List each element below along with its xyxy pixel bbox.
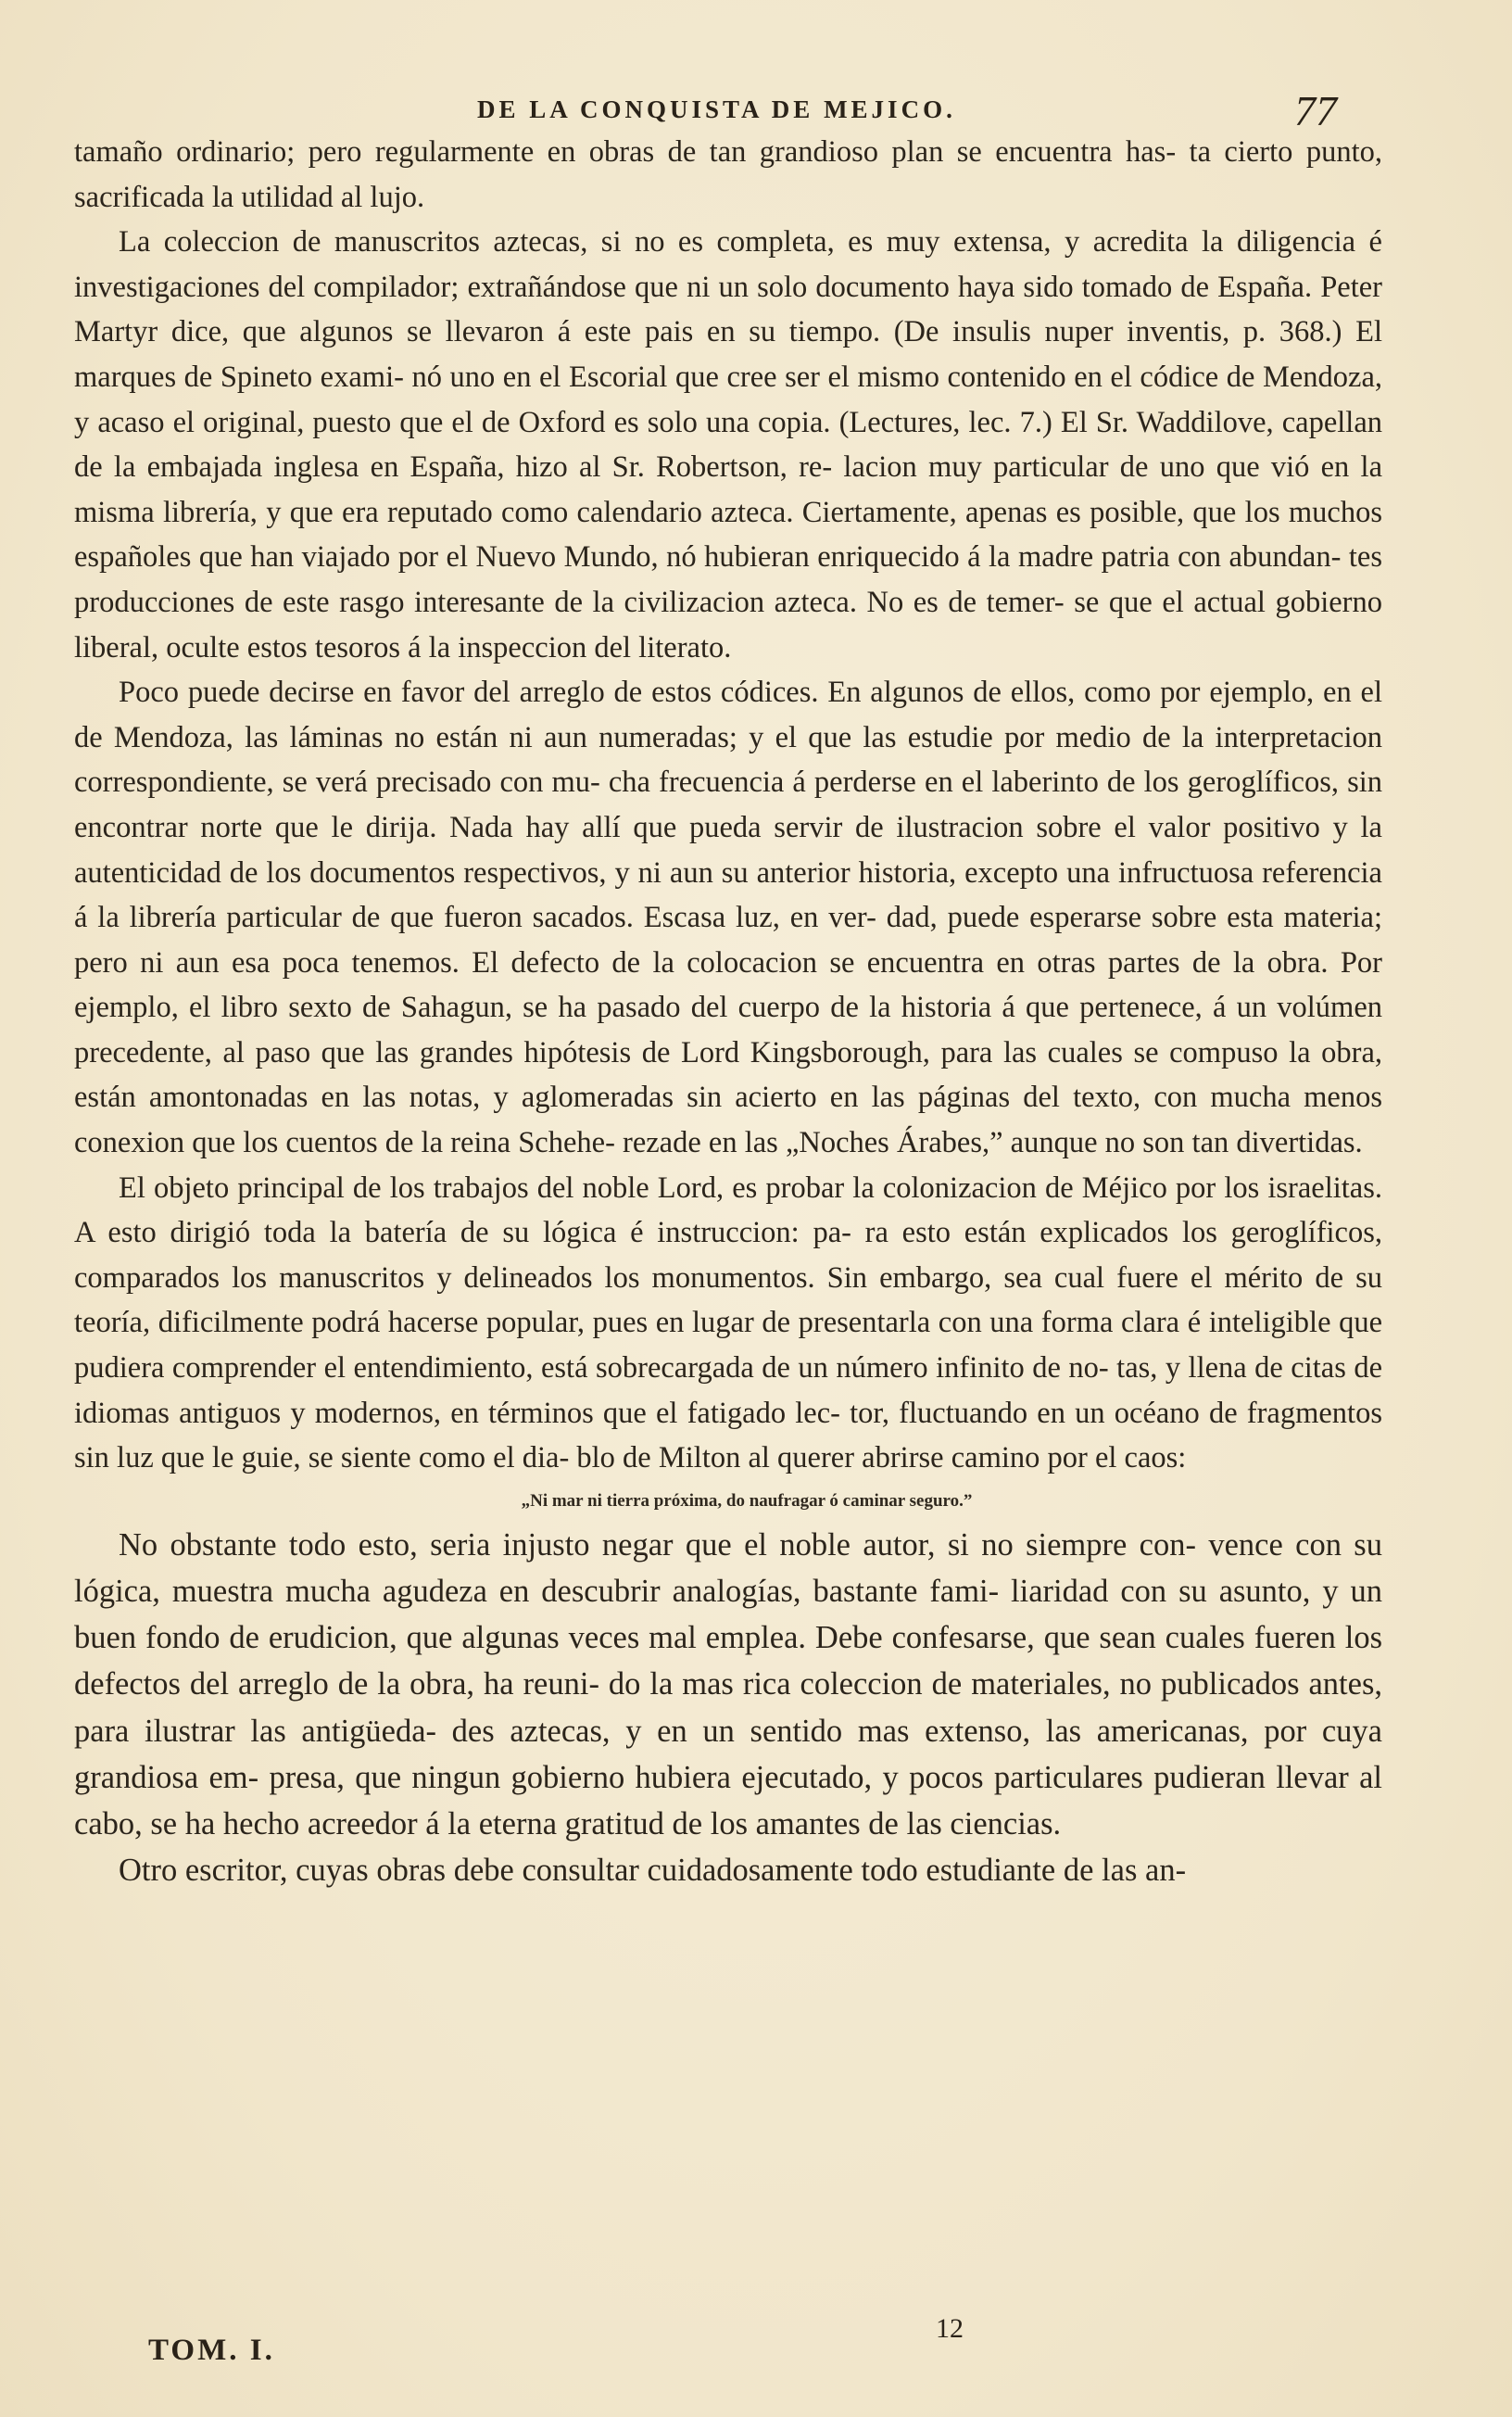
page-footer bbox=[148, 2313, 1353, 2380]
paragraph-objeto: El objeto principal de los trabajos del noble Lord, es probar la colonizacion de Méjico por los israelitas. A esto dirigió toda la batería de su lógica é instruccion: pa- ra esto están explicados los geroglíficos, comparados los manuscritos y delineados los monumentos. Sin embargo, sea cual fuere el mérito de su teoría, dificilmente podrá hacerse popular, pues en lugar de presentarla con una forma clara é inteligible que pudiera comprender el entendimiento, está sobrecargada de un número infinito de no- tas, y llena de citas de idiomas antiguos y modernos, en términos que el fatigado lec- tor, fluctuando en un océano de fragmentos sin luz que le guie, se siente como el dia- blo de Milton al querer abrirse camino por el caos: bbox=[74, 1171, 1382, 1475]
paragraph-arreglo: Poco puede decirse en favor del arreglo de estos códices. En algunos de ellos, como por ejemplo, en el de Mendoza, las láminas no están ni aun numeradas; y el que las estudie por medio de la interpretacion correspondiente, se verá precisado con mu- cha frecuencia á perderse en el laberinto de los geroglíficos, sin encontrar norte que le dirija. Nada hay allí que pueda servir de ilustracion sobre el valor positivo y la autenticidad de los documentos respectivos, y ni aun su anterior historia, excepto una infructuosa referencia á la librería particular de que fueron sacados. Escasa luz, en ver- dad, puede esperarse sobre esta materia; pero ni aun esa poca tenemos. El defecto de la colocacion se encuentra en otras partes de la obra. Por ejemplo, el libro sexto de Sahagun, se ha pasado del cuerpo de la historia á que pertenece, á un volúmen precedente, al paso que las grandes hipótesis de Lord Kingsborough, para las cuales se compuso la obra, están amontonadas en las notas, y aglomeradas sin acierto en las páginas del texto, con mucha menos conexion que los cuentos de la reina Schehe- rezade en las „Noches Árabes,” aunque no son tan divertidas. bbox=[74, 676, 1382, 1160]
page-number: 77 bbox=[1294, 87, 1337, 134]
paragraph-coleccion: La coleccion de manuscritos aztecas, si no es completa, es muy extensa, y acredita la diligencia é investigaciones del compilador; extrañándose que ni un solo documento haya sido tomado de España. Peter Martyr dice, que algunos se llevaron á este pais en su tiempo. (De insulis nuper inventis, p. 368.) El marques de Spineto exami- nó uno en el Escorial que cree ser el mismo contenido en el códice de Mendoza, y acaso el original, puesto que el de Oxford es solo una copia. (Lectures, lec. 7.) El Sr. Waddilove, capellan de la embajada inglesa en España, hizo al Sr. Robertson, re- lacion muy particular de uno que vió en la misma librería, y que era reputado como calendario azteca. Ciertamente, apenas es posible, que los muchos españoles que han viajado por el Nuevo Mundo, nó hubieran enriquecido á la madre patria con abundan- tes producciones de este rasgo interesante de la civilizacion azteca. No es de temer- se que el actual gobierno liberal, oculte estos tesoros á la inspeccion del literato. bbox=[74, 225, 1382, 664]
main-text bbox=[74, 130, 1382, 1893]
paragraph-otro-escritor: Otro escritor, cuyas obras debe consultar cuidadosamente todo estudiante de las an- bbox=[119, 1853, 1187, 1889]
verse-quote: „Ni mar ni tierra próxima, do naufragar ó caminar seguro.” bbox=[521, 1490, 973, 1511]
running-title: DE LA CONQUISTA DE MEJICO. bbox=[477, 95, 956, 123]
signature-mark: 12 bbox=[936, 2313, 964, 2344]
paragraph-no-obstante: No obstante todo esto, seria injusto negar que el noble autor, si no siempre con- vence con su lógica, muestra mucha agudeza en descubrir analogías, bastante fami- liaridad con su asunto, y un buen fondo de erudicion, que algunas veces mal emplea. Debe confesarse, que sean cuales fueren los defectos del arreglo de la obra, ha reuni- do la mas rica coleccion de materiales, no publicados antes, para ilustrar las antigüeda- des aztecas, y en un sentido mas extenso, las americanas, por cuya grandiosa em- presa, que ningun gobierno hubiera ejecutado, y pocos particulares pudieran llevar al cabo, se ha hecho acreedor á la eterna gratitud de los amantes de las ciencias. bbox=[74, 1526, 1382, 1842]
paragraph-continuation: tamaño ordinario; pero regularmente en obras de tan grandioso plan se encuentra has- ta cierto punto, sacrificada la utilidad al lujo. bbox=[74, 135, 1382, 214]
volume-mark: TOM. I. bbox=[148, 2334, 275, 2367]
